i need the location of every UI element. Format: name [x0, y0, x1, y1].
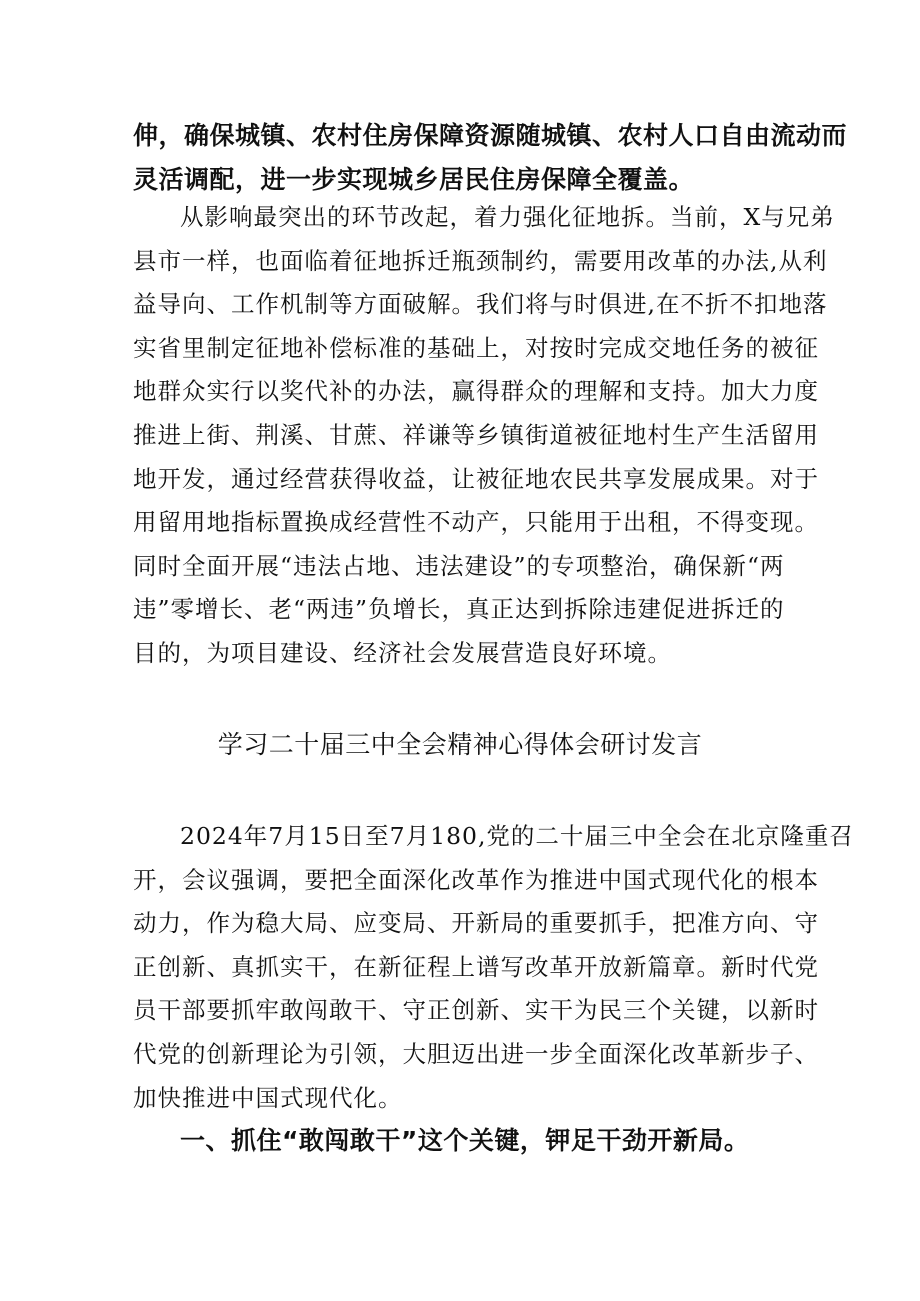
paragraph-line: 违”零增长、老“两违”负增长，真正达到拆除违建促进拆迁的 [133, 595, 785, 624]
paragraph-land-requisition [133, 196, 835, 676]
paragraph-line: 县市一样，也面临着征地拆迁瓶颈制约，需要用改革的办法,从利 [133, 246, 828, 275]
section-title: 学习二十届三中全会精神心得体会研讨发言 [217, 730, 703, 759]
paragraph-line: 员干部要抓牢敢闯敢干、守正创新、实干为民三个关键，以新时 [133, 996, 819, 1025]
paragraph-line: 推进上街、荆溪、甘蔗、祥谦等乡镇街道被征地村生产生活留用 [133, 420, 819, 449]
paragraph-line: 灵活调配，进一步实现城乡居民住房保障全覆盖。 [133, 165, 695, 194]
paragraph-line: 用留用地指标置换成经营性不动产，只能用于出租，不得变现。 [133, 508, 819, 537]
paragraph-line: 实省里制定征地补偿标准的基础上，对按时完成交地任务的被征 [133, 333, 819, 362]
paragraph-line: 动力，作为稳大局、应变局、开新局的重要抓手，把准方向、守 [133, 909, 819, 938]
paragraph-line: 同时全面开展“违法占地、违法建设”的专项整治，确保新“两 [133, 551, 785, 580]
paragraph-line: 益导向、工作机制等方面破解。我们将与时俱进,在不折不扣地落 [133, 290, 828, 319]
paragraph-line: 2024年7月15日至7月180,党的二十届三中全会在北京隆重召 [180, 822, 854, 850]
paragraph-line: 伸，确保城镇、农村住房保障资源随城镇、农村人口自由流动而 [133, 121, 848, 150]
paragraph-line: 代党的创新理论为引领，大胆迈出进一步全面深化改革新步子、 [133, 1039, 819, 1068]
paragraph-plenum [133, 815, 854, 1120]
paragraph-line: 加快推进中国式现代化。 [133, 1083, 403, 1112]
paragraph-line: 从影响最突出的环节改起，着力强化征地拆。当前，X与兄弟 [180, 203, 835, 231]
continuation-paragraph [133, 114, 848, 202]
subheading-first-point: 一、抓住“敢闯敢干”这个关键，钾足干劲开新局。 [180, 1126, 750, 1155]
paragraph-line: 正创新、真抓实干，在新征程上谱写改革开放新篇章。新时代党 [133, 952, 819, 981]
paragraph-line: 目的，为项目建设、经济社会发展营造良好环境。 [133, 638, 672, 667]
paragraph-line: 地群众实行以奖代补的办法，赢得群众的理解和支持。加大力度 [133, 377, 819, 406]
paragraph-line: 地开发，通过经营获得收益，让被征地农民共享发展成果。对于 [133, 464, 819, 493]
paragraph-line: 开，会议强调，要把全面深化改革作为推进中国式现代化的根本 [133, 865, 819, 894]
